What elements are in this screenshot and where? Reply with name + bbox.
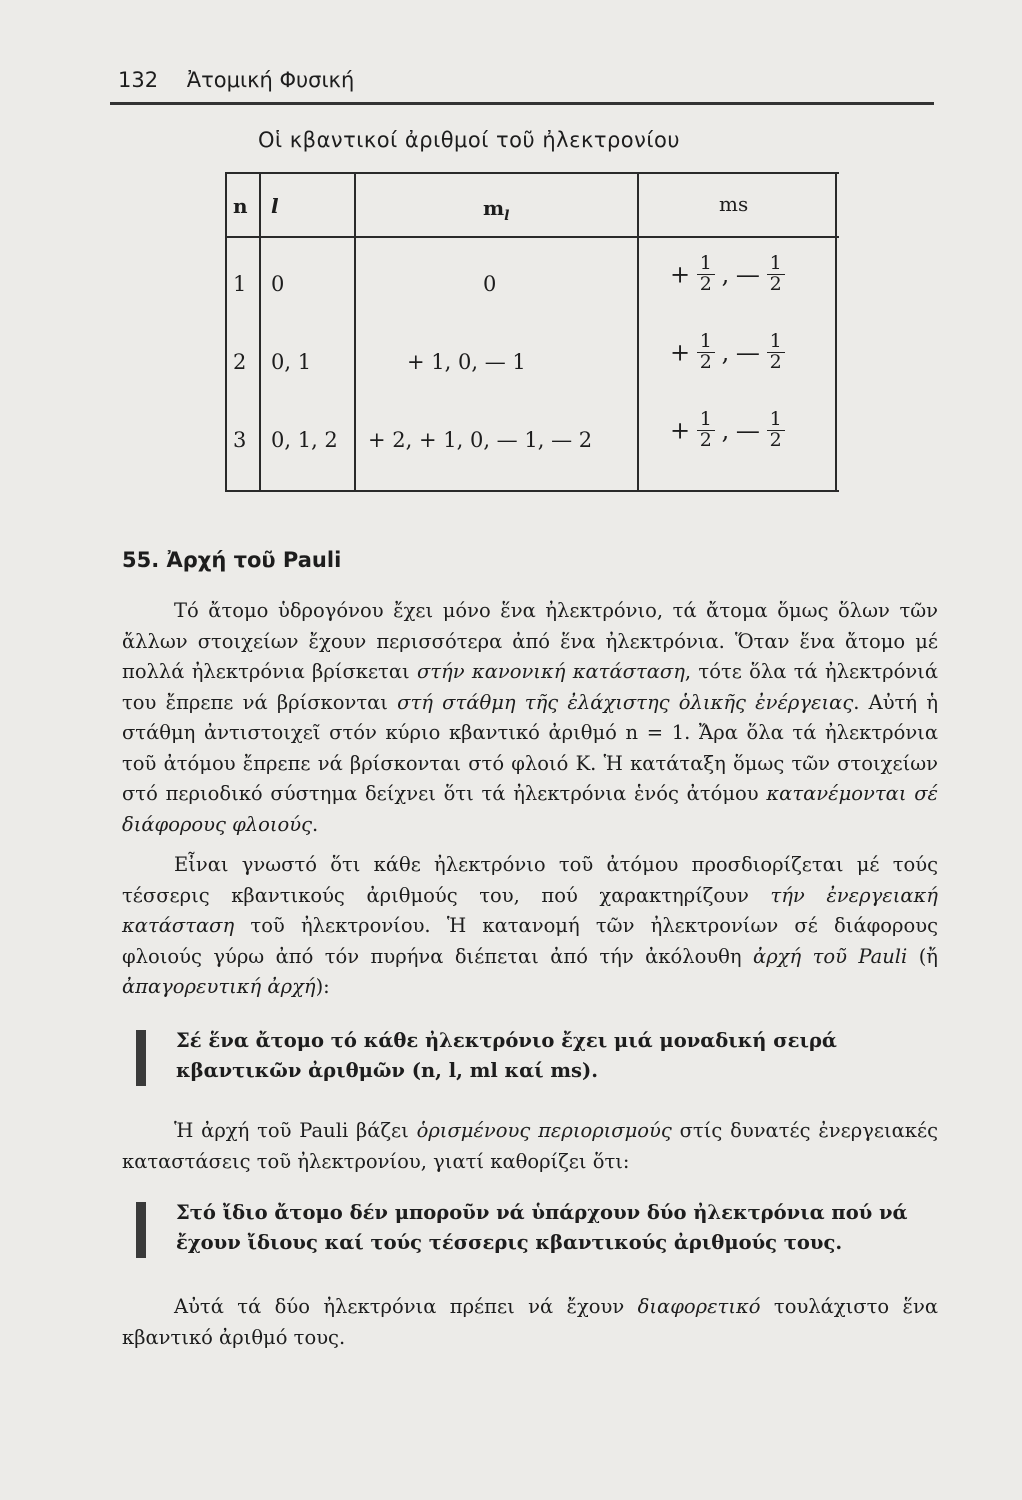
rule-marker-bar	[136, 1030, 146, 1086]
table-vline	[835, 172, 837, 492]
page-number: 132	[118, 68, 159, 92]
half-fraction: $\frac{1}{2}$	[767, 410, 785, 451]
exclusion-rule-statement	[136, 1198, 936, 1262]
header-ms: ms	[719, 192, 749, 216]
running-title: Ἀτομική Φυσική	[186, 68, 355, 92]
section-title: 55. Ἀρχή τοῦ Pauli	[122, 548, 342, 572]
rule-text: Σέ ἕνα ἄτομο τό κάθε ἠλεκτρόνιο ἔχει μιά μοναδική σειρά κβαντικῶν ἀριθμῶν (n, l, ml καί ms).	[176, 1029, 837, 1082]
row3-l: 0, 1, 2	[271, 428, 338, 452]
paragraph-1: Τό ἄτομο ὑδρογόνου ἔχει μόνο ἕνα ἠλεκτρόνιο, τά ἄτομα ὅμως ὅλων τῶν ἄλλων στοιχείων ἔχουν περισσότερα ἀπό ἕνα ἠλεκτρόνια. Ὅταν ἕνα ἄτομο μέ πολλά ἠλεκτρόνια βρίσκεται στήν κανονική κατάσταση, τότε ὅλα τά ἠλεκτρόνιά του ἔπρεπε νά βρίσκονται στή στάθμη τῆς ἐλάχιστης ὁλικῆς ἐνέργειας. Αὐτή ἡ στάθμη ἀντιστοιχεῖ στόν κύριο κβαντικό ἀριθμό n = 1. Ἄρα ὅλα τά ἠλεκτρόνια τοῦ ἀτόμου ἔπρεπε νά βρίσκονται στό φλοιό K. Ἡ κατάταξη ὅμως τῶν στοιχείων στό περιοδικό σύστημα δείχνει ὅτι τά ἠλεκτρόνια ἑνός ἀτόμου κατανέμονται σέ διάφορους φλοιούς.	[122, 599, 938, 836]
row3-ms: + $\frac{1}{2}$ , — $\frac{1}{2}$	[670, 410, 785, 451]
header-ml	[483, 196, 510, 224]
header-ml-sub: l	[504, 208, 510, 224]
row1-n: 1	[233, 272, 247, 296]
table-hline	[225, 172, 839, 174]
header-rule	[110, 102, 934, 105]
half-fraction: $\frac{1}{2}$	[697, 332, 715, 373]
half-fraction: $\frac{1}{2}$	[697, 410, 715, 451]
row2-n: 2	[233, 350, 247, 374]
paragraph-3: Ἡ ἀρχή τοῦ Pauli βάζει ὁρισμένους περιορισμούς στίς δυνατές ἐνεργειακές καταστάσεις τοῦ ἠλεκτρονίου, γιατί καθορίζει ὅτι:	[122, 1119, 939, 1173]
header-n: n	[233, 194, 248, 218]
quantum-numbers-table	[205, 172, 837, 492]
row2-ml: + 1, 0, — 1	[407, 350, 526, 374]
row3-ml: + 2, + 1, 0, — 1, — 2	[368, 428, 593, 452]
half-fraction: $\frac{1}{2}$	[767, 332, 785, 373]
row1-ms: + $\frac{1}{2}$ , — $\frac{1}{2}$	[670, 254, 785, 295]
header-ml-m: m	[483, 196, 505, 220]
row1-l: 0	[271, 272, 285, 296]
row1-ml: 0	[483, 272, 497, 296]
rule-marker-bar	[136, 1202, 146, 1258]
page-header	[118, 68, 354, 92]
table-hline	[225, 490, 839, 492]
row2-ms: + $\frac{1}{2}$ , — $\frac{1}{2}$	[670, 332, 785, 373]
table-vline	[225, 172, 227, 492]
half-fraction: $\frac{1}{2}$	[697, 254, 715, 295]
table-hline	[225, 236, 839, 238]
table-caption: Οἱ κβαντικοί ἀριθμοί τοῦ ἠλεκτρονίου	[258, 128, 680, 152]
table-vline	[354, 172, 356, 492]
paragraph-2: Εἶναι γνωστό ὅτι κάθε ἠλεκτρόνιο τοῦ ἀτόμου προσδιορίζεται μέ τούς τέσσερις κβαντικούς ἀριθμούς του, πού χαρακτηρίζουν τήν ἐνεργειακή κατάσταση τοῦ ἠλεκτρονίου. Ἡ κατανομή τῶν ἠλεκτρονίων σέ διάφορους φλοιούς γύρω ἀπό τόν πυρήνα διέπεται ἀπό τήν ἀκόλουθη ἀρχή τοῦ Pauli (ἤ ἀπαγορευτική ἀρχή):	[122, 853, 938, 998]
table-vline	[637, 172, 639, 492]
pauli-rule-statement	[136, 1026, 936, 1090]
table-vline	[259, 172, 261, 492]
paragraph-4: Αὐτά τά δύο ἠλεκτρόνια πρέπει νά ἔχουν διαφορετικό τουλάχιστο ἕνα κβαντικό ἀριθμό τους.	[122, 1295, 939, 1349]
row3-n: 3	[233, 428, 247, 452]
row2-l: 0, 1	[271, 350, 312, 374]
header-l: l	[271, 194, 279, 218]
half-fraction: $\frac{1}{2}$	[767, 254, 785, 295]
rule-text: Στό ἴδιο ἄτομο δέν μποροῦν νά ὑπάρχουν δύο ἠλεκτρόνια πού νά ἔχουν ἴδιους καί τούς τέσσερις κβαντικούς ἀριθμούς τους.	[176, 1201, 908, 1254]
